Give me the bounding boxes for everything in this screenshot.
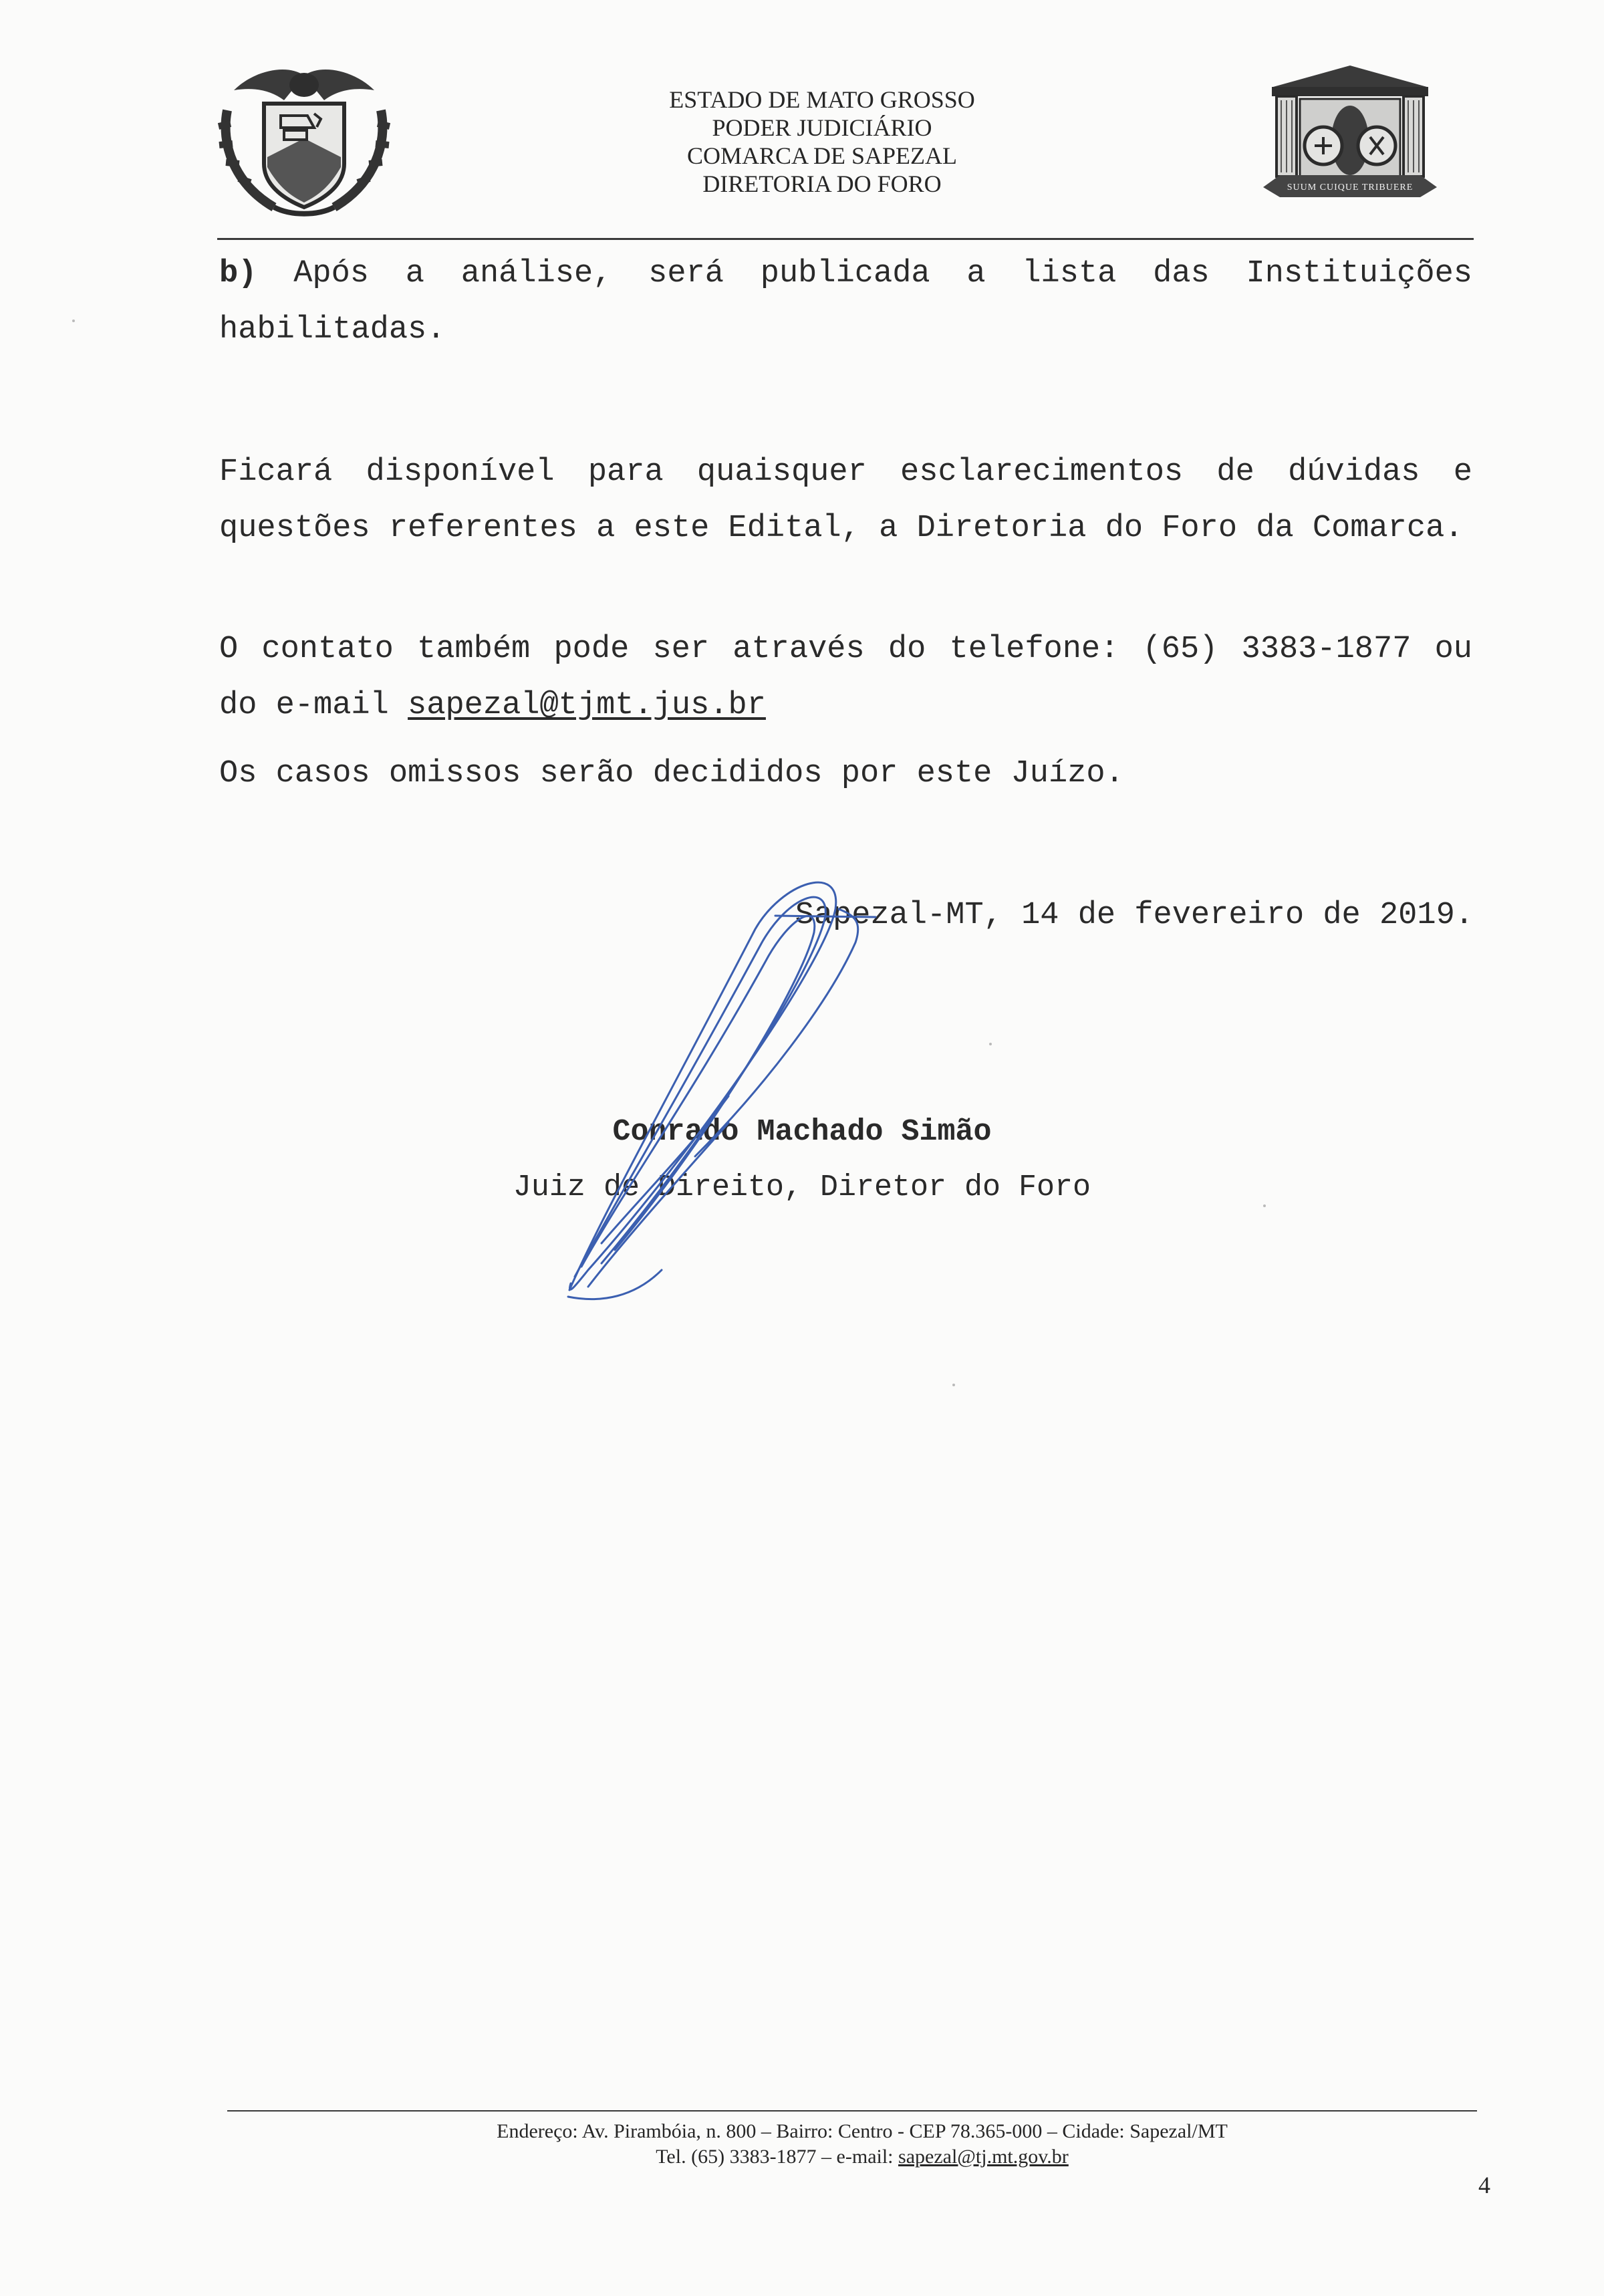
mato-grosso-coat-of-arms-icon: [214, 63, 394, 217]
header-line-district: COMARCA DE SAPEZAL: [686, 142, 958, 169]
header-line-judiciary: PODER JUDICIÁRIO: [712, 114, 932, 141]
scan-speck: [952, 1384, 955, 1386]
item-b-paragraph: [219, 246, 1472, 358]
document-header: [561, 86, 1083, 198]
contact-email-link[interactable]: sapezal@tjmt.jus.br: [408, 688, 766, 723]
contact-text: O contato também pode ser através do telefone: (65) 3383-1877 ou do e-mail: [219, 632, 1472, 723]
court-emblem-icon: [1260, 60, 1440, 204]
header-line-directorate: DIRETORIA DO FORO: [702, 170, 942, 197]
item-b-text: Após a análise, será publicada a lista das Instituições habilitadas.: [219, 256, 1472, 348]
availability-paragraph: Ficará disponível para quaisquer esclarecimentos de dúvidas e questões referentes a este Edital, a Diretoria do Foro da Comarca.: [219, 455, 1472, 546]
header-divider: [217, 238, 1474, 240]
header-line-state: ESTADO DE MATO GROSSO: [669, 86, 975, 113]
omissions-paragraph: Os casos omissos serão decididos por este Juízo.: [219, 756, 1124, 791]
footer-phone: Tel. (65) 3383-1877 – e-mail:: [656, 2146, 899, 2168]
document-footer: [361, 2119, 1363, 2170]
scan-speck: [1263, 1204, 1266, 1207]
dateline: Sapezal-MT, 14 de fevereiro de 2019.: [795, 898, 1474, 933]
footer-email-link[interactable]: sapezal@tj.mt.gov.br: [898, 2146, 1069, 2168]
footer-contact: [361, 2144, 1363, 2170]
scan-speck: [989, 1043, 992, 1045]
handwritten-signature: [561, 869, 989, 1310]
footer-divider: [227, 2110, 1477, 2112]
item-b-marker: b): [219, 256, 257, 291]
signatory-role: Juiz de Direito, Diretor do Foro: [513, 1170, 1091, 1204]
footer-address: Endereço: Av. Pirambóia, n. 800 – Bairro: Centro - CEP 78.365-000 – Cidade: Sapezal/MT: [497, 2120, 1228, 2142]
page-number: 4: [1478, 2172, 1490, 2198]
contact-paragraph: [219, 622, 1472, 734]
scan-speck: [72, 320, 75, 322]
signatory-name: Conrado Machado Simão: [612, 1115, 992, 1149]
emblem-motto: SUUM CUIQUE TRIBUERE: [1287, 182, 1414, 193]
